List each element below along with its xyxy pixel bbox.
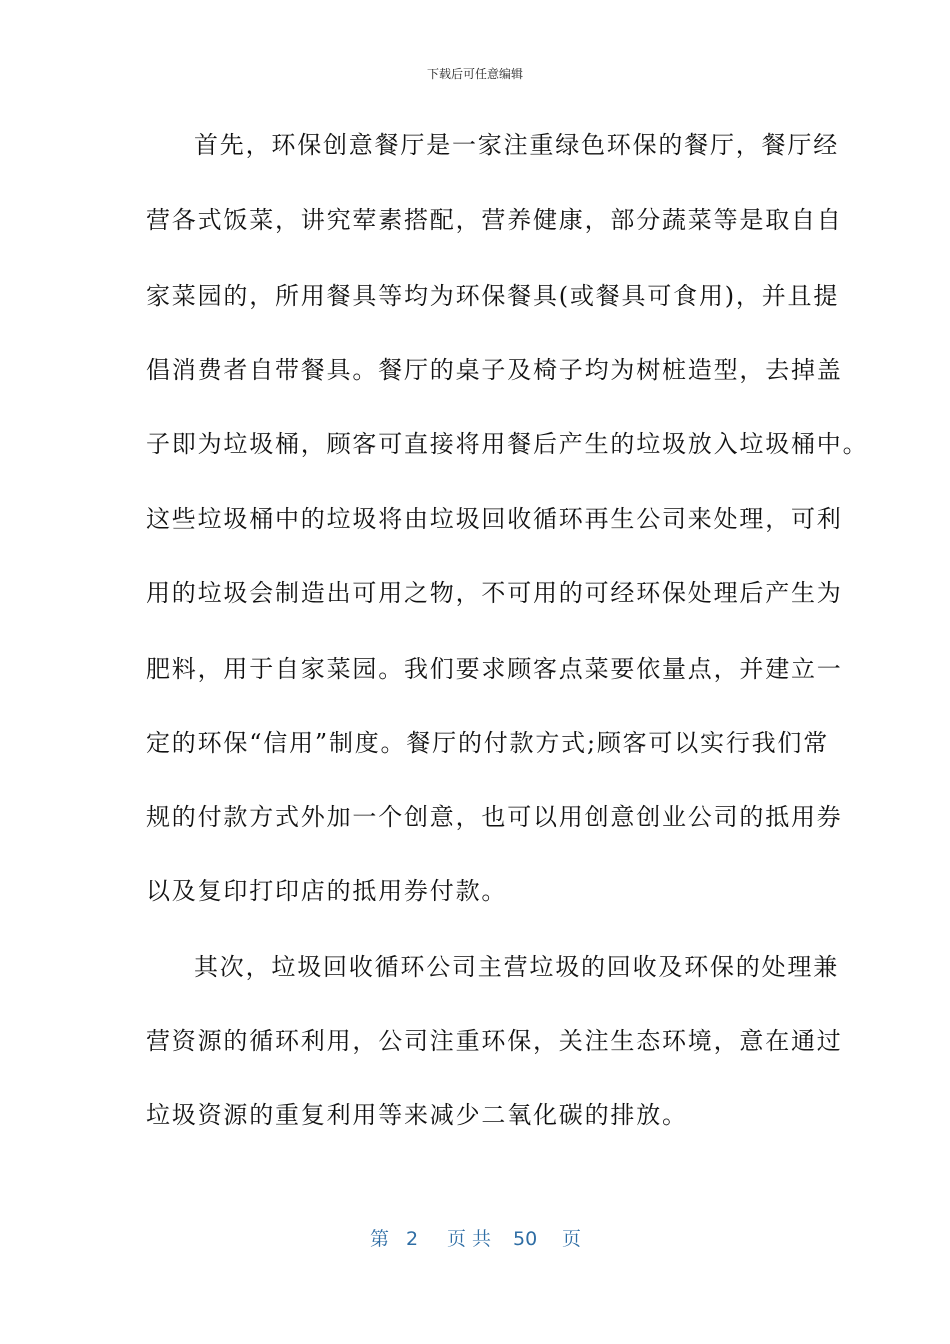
header-note: 下载后可任意编辑 [426, 67, 523, 81]
paragraph-1-line-3: 家菜园的，所用餐具等均为环保餐具(或餐具可食用)，并且提 [146, 282, 840, 310]
paragraph-1-line-5: 子即为垃圾桶，顾客可直接将用餐后产生的垃圾放入垃圾桶中。 [146, 430, 869, 458]
paragraph-1-line-6: 这些垃圾桶中的垃圾将由垃圾回收循环再生公司来处理，可利 [146, 505, 843, 533]
paragraph-1-line-7: 用的垃圾会制造出可用之物，不可用的可经环保处理后产生为 [146, 579, 843, 607]
footer-total-pages: 50 [513, 1228, 538, 1250]
paragraph-1-line-10: 规的付款方式外加一个创意，也可以用创意创业公司的抵用券 [146, 803, 843, 831]
footer-page-suffix: 页 [562, 1228, 582, 1250]
paragraph-1-line-2: 营各式饭菜，讲究荤素搭配，营养健康，部分蔬菜等是取自自 [146, 206, 843, 234]
page-footer [0, 1226, 950, 1252]
paragraph-2-line-3: 垃圾资源的重复利用等来减少二氧化碳的排放。 [146, 1101, 688, 1129]
footer-total-label: 页共 [447, 1228, 498, 1250]
paragraph-1-line-4: 倡消费者自带餐具。餐厅的桌子及椅子均为树桩造型，去掉盖 [146, 356, 843, 384]
paragraph-1-line-9: 定的环保“信用”制度。餐厅的付款方式;顾客可以实行我们常 [146, 729, 830, 757]
paragraph-1-line-11: 以及复印打印店的抵用券付款。 [146, 877, 508, 905]
paragraph-1-line-1: 首先，环保创意餐厅是一家注重绿色环保的餐厅，餐厅经 [194, 131, 839, 159]
paragraph-2-line-2: 营资源的循环利用，公司注重环保，关注生态环境，意在通过 [146, 1027, 843, 1055]
footer-page-label: 第 [370, 1228, 390, 1250]
footer-current-page: 2 [406, 1228, 419, 1250]
paragraph-2-line-1: 其次，垃圾回收循环公司主营垃圾的回收及环保的处理兼 [194, 953, 839, 981]
paragraph-1-line-8: 肥料，用于自家菜园。我们要求顾客点菜要依量点，并建立一 [146, 655, 843, 683]
